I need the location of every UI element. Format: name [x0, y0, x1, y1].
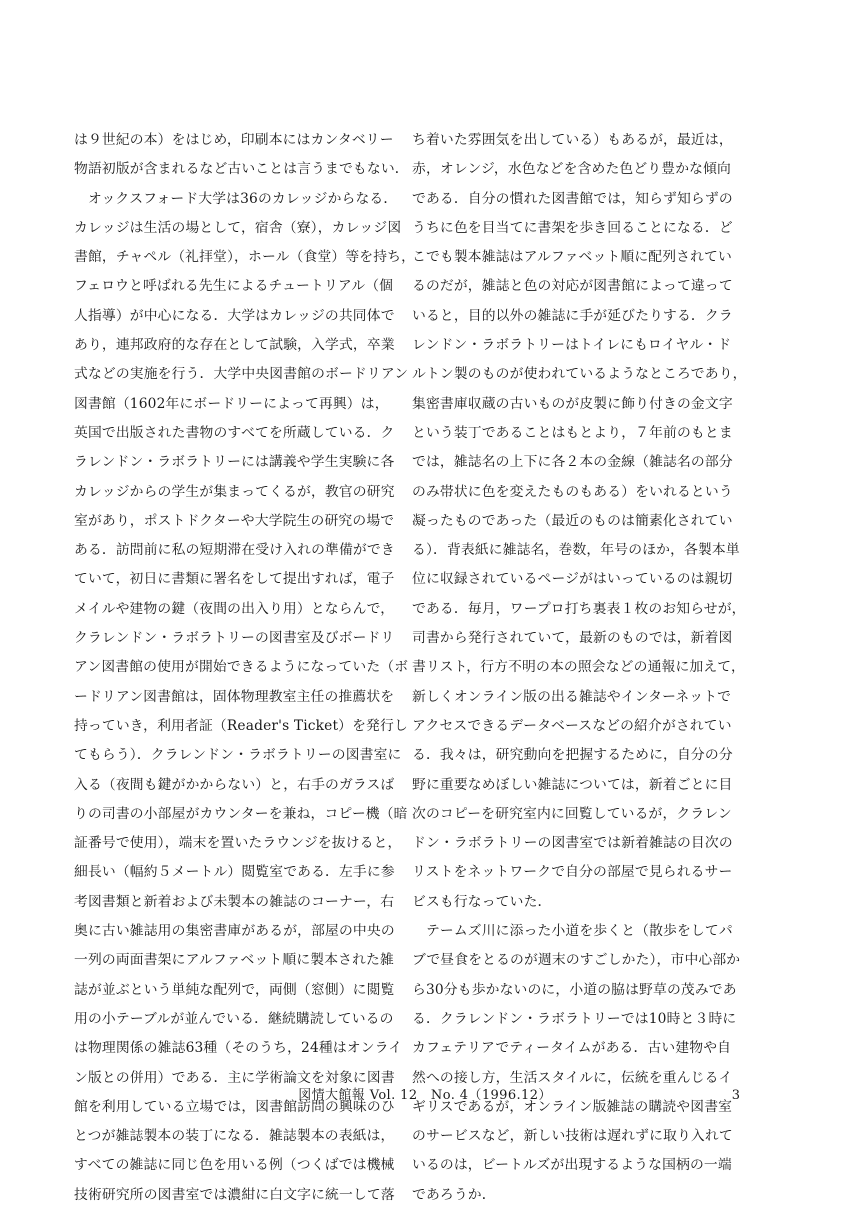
text-line: アン図書館の使用が開始できるようになっていた（ボ	[74, 659, 409, 676]
text-line: 人指導）が中心になる．大学はカレッジの共同体で	[74, 307, 395, 324]
text-line: は９世紀の本）をはじめ，印刷本にはカンタベリー	[74, 132, 394, 148]
text-line: 室があり，ポストドクターや大学院生の研究の場で	[74, 512, 395, 529]
text-line: では，雑誌名の上下に各２本の金線（雑誌名の部分	[412, 454, 733, 471]
text-line: 証番号で使用），端末を置いたラウンジを抜けると，	[74, 835, 402, 852]
text-line: ら30分も歩かないのに，小道の脇は野草の茂みであ	[412, 981, 737, 998]
text-line: ードリアン図書館は，固体物理教室主任の推薦状を	[74, 688, 395, 705]
journal-citation: 図情大館報 Vol. 12 No. 4（1996.12）	[298, 1088, 552, 1103]
left-text-column	[74, 126, 416, 1210]
text-line: てもらう）．クラレンドン・ラボラトリーの図書室に	[74, 747, 402, 764]
text-line: る．我々は，研究動向を把握するために，自分の分	[412, 747, 733, 764]
text-line: すべての雑誌に同じ色を用いる例（つくばでは機械	[74, 1157, 395, 1174]
text-line: 細長い（幅約５メートル）閲覧室である．左手に参	[74, 864, 395, 881]
text-line: アクセスできるデータベースなどの紹介がされてい	[412, 717, 732, 734]
text-line: テームズ川に添った小道を歩くと（散歩をしてパ	[412, 923, 733, 940]
text-line: こでも製本雑誌はアルファベット順に配列されてい	[412, 249, 732, 266]
text-line: 英国で出版された書物のすべてを所蔵している．ク	[74, 424, 395, 441]
text-line: 野に重要なめぼしい雑誌については，新着ごとに目	[412, 776, 733, 793]
text-line: 持っていき，利用者証（Reader's Ticket）を発行し	[74, 717, 408, 734]
page-footer	[0, 1084, 850, 1108]
text-line: 奥に古い雑誌用の集密書庫があるが，部屋の中央の	[74, 923, 395, 940]
text-line: 然への接し方，生活スタイルに，伝統を重んじるイ	[412, 1069, 733, 1086]
text-line: 用の小テーブルが並んでいる．継続購読しているの	[74, 1010, 394, 1027]
text-line: いると，目的以外の雑誌に手が延びたりする．クラ	[412, 307, 733, 324]
text-line: 書リスト，行方不明の本の照会などの通報に加えて，	[412, 659, 745, 676]
text-line: りの司書の小部屋がカウンターを兼ね，コピー機（暗	[74, 805, 408, 822]
text-line: 式などの実施を行う．大学中央図書館のボードリアン	[74, 366, 409, 383]
text-line: 入る（夜間も鍵がかからない）と，右手のガラスば	[74, 776, 395, 793]
text-line: ていて，初日に書類に署名をして提出すれば，電子	[74, 571, 395, 588]
text-line: ルトン製のものが使われているようなところであり，	[412, 366, 747, 383]
text-line: ラレンドン・ラボラトリーには講義や学生実験に各	[74, 454, 395, 471]
text-line: ち着いた雰囲気を出している）もあるが，最近は，	[412, 132, 733, 148]
text-line: 物語初版が含まれるなど古いことは言うまでもない．	[74, 161, 409, 178]
text-line: 司書から発行されていて，最新のものでは，新着図	[412, 630, 733, 647]
text-line: 考図書類と新着および未製本の雑誌のコーナー，右	[74, 893, 395, 910]
text-line: オックスフォード大学は36のカレッジからなる．	[74, 190, 398, 207]
text-line: であろうか．	[412, 1186, 496, 1203]
text-line: メイルや建物の鍵（夜間の出入り用）とならんで，	[74, 600, 395, 617]
text-line: ン版との併用）である．主に学術論文を対象に図書	[74, 1069, 395, 1086]
text-line: カフェテリアでティータイムがある．古い建物や自	[412, 1040, 732, 1057]
text-line: ギリスであるが，オンライン版雑誌の購読や図書室	[412, 1098, 733, 1115]
text-line: クラレンドン・ラボラトリーの図書室及びボードリ	[74, 630, 395, 647]
text-line: である．毎月，ワープロ打ち裏表１枚のお知らせが，	[412, 600, 746, 617]
text-line: 技術研究所の図書室では濃紺に白文字に統一して落	[74, 1186, 395, 1203]
text-line: である．自分の慣れた図書館では，知らず知らずの	[412, 190, 733, 207]
text-line: レンドン・ラボラトリーはトイレにもロイヤル・ド	[412, 337, 732, 354]
text-line: 新しくオンライン版の出る雑誌やインターネットで	[412, 688, 732, 705]
text-line: あり，連邦政府的な存在として試験，入学式，卒業	[74, 337, 395, 354]
text-line: 位に収録されているページがはいっているのは親切	[412, 571, 733, 588]
page-number: 3	[731, 1088, 740, 1103]
text-line: のサービスなど，新しい技術は遅れずに取り入れて	[412, 1128, 733, 1145]
text-line: 館を利用している立場では，図書館訪問の興味のひ	[74, 1098, 395, 1115]
text-line: は物理関係の雑誌63種（そのうち，24種はオンライ	[74, 1040, 403, 1057]
text-line: るのだが，雑誌と色の対応が図書館によって違って	[412, 278, 733, 295]
text-line: フェロウと呼ばれる先生によるチュートリアル（個	[74, 278, 394, 295]
text-line: 凝ったものであった（最近のものは簡素化されてい	[412, 512, 733, 529]
text-line: カレッジからの学生が集まってくるが，教官の研究	[74, 483, 395, 500]
text-line: 一列の両面書架にアルファベット順に製本された雑	[74, 952, 394, 969]
text-line: 赤，オレンジ，水色などを含めた色どり豊かな傾向	[412, 161, 731, 178]
text-line: 誌が並ぶという単純な配列で，両側（窓側）に閲覧	[74, 981, 395, 998]
text-line: ビスも行なっていた．	[412, 893, 552, 910]
text-line: とつが雑誌製本の装丁になる．雑誌製本の表紙は，	[74, 1128, 395, 1145]
text-line: ブで昼食をとるのが週末のすごしかた），市中心部か	[412, 952, 741, 969]
text-line: 集密書庫収蔵の古いものが皮製に飾り付きの金文字	[412, 395, 733, 412]
text-line: いるのは，ビートルズが出現するような国柄の一端	[412, 1157, 732, 1174]
text-line: という装丁であることはもとより，７年前のもとま	[412, 424, 733, 441]
text-line: る）．背表紙に雑誌名，巻数，年号のほか，各製本単	[412, 542, 740, 559]
text-line: 次のコピーを研究室内に回覧しているが，クラレン	[412, 805, 732, 822]
text-line: 図書館（1602年にボードリーによって再興）は，	[74, 395, 389, 412]
text-line: うちに色を目当てに書架を歩き回ることになる．ど	[412, 219, 733, 236]
text-line: のみ帯状に色を変えたものもある）をいれるという	[412, 483, 733, 500]
text-line: る．クラレンドン・ラボラトリーでは10時と３時に	[412, 1010, 737, 1027]
text-line: ドン・ラボラトリーの図書室では新着雑誌の目次の	[412, 835, 733, 852]
text-line: カレッジは生活の場として，宿舎（寮），カレッジ図	[74, 219, 402, 236]
text-line: リストをネットワークで自分の部屋で見られるサー	[412, 864, 733, 881]
text-line: ある．訪問前に私の短期滞在受け入れの準備ができ	[74, 542, 395, 559]
text-line: 書館，チャペル（礼拝堂），ホール（食堂）等を持ち，	[74, 249, 416, 266]
right-text-column	[412, 126, 754, 1210]
